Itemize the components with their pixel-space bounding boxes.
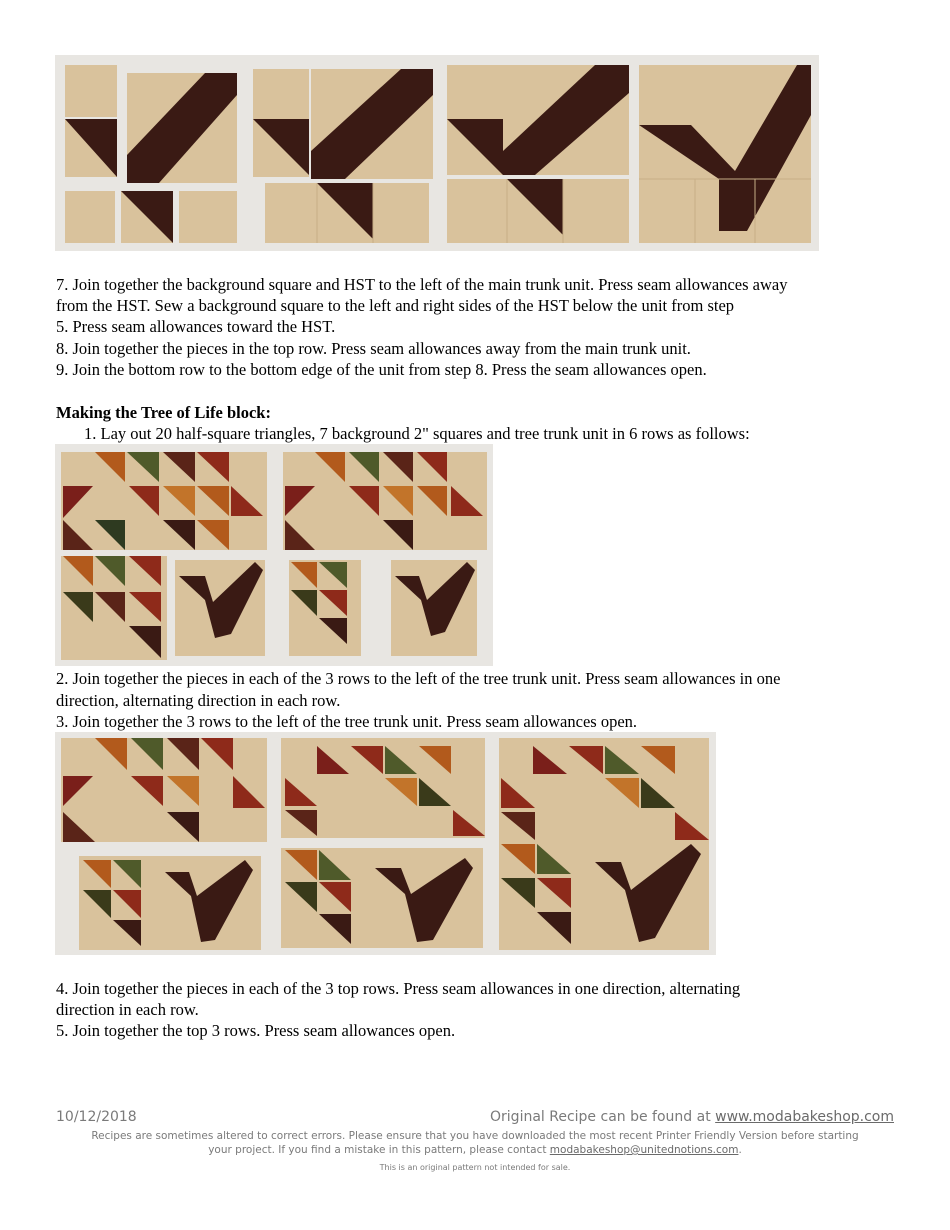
- disclaimer-line-2-prefix: your project. If you find a mistake in this pattern, please contact: [208, 1144, 550, 1156]
- contact-email-link[interactable]: modabakeshop@unitednotions.com: [549, 1144, 739, 1156]
- step-5: 5. Join together the top 3 rows. Press seam allowances open.: [56, 1021, 456, 1040]
- disclaimer-line-2-suffix: .: [738, 1144, 742, 1156]
- rows-joining-photo: [55, 732, 716, 955]
- step-2-line-2: direction, alternating direction in each row.: [56, 691, 341, 710]
- list-item-1: 1. Lay out 20 half-square triangles, 7 background 2" squares and tree trunk unit in 6 rows as follows:: [84, 424, 750, 443]
- footer-disclaimer: [0, 1129, 950, 1157]
- step-7-line-1: 7. Join together the background square and HST to the left of the main trunk unit. Press seam allowances away: [56, 275, 788, 294]
- step-7-line-2: from the HST. Sew a background square to the left and right sides of the HST below the unit from step: [56, 296, 735, 315]
- step-3: 3. Join together the 3 rows to the left of the tree trunk unit. Press seam allowances open.: [56, 712, 638, 731]
- step-7-line-3: 5. Press seam allowances toward the HST.: [56, 317, 336, 336]
- trunk-assembly-photo: [55, 55, 819, 251]
- fine-print: This is an original pattern not intended for sale.: [379, 1163, 571, 1172]
- step-4-line-1: 4. Join together the pieces in each of the 3 top rows. Press seam allowances in one direction, alternating: [56, 979, 741, 998]
- step-4-line-2: direction in each row.: [56, 1000, 199, 1019]
- section-heading: Making the Tree of Life block:: [56, 403, 271, 422]
- rows-joining-illustration: [55, 732, 716, 955]
- trunk-assembly-illustration: [55, 55, 819, 251]
- original-recipe-link[interactable]: www.modabakeshop.com: [715, 1109, 894, 1125]
- footer-original-recipe: [490, 1109, 894, 1125]
- block-layout-photo: [55, 444, 493, 666]
- step-2-line-1: 2. Join together the pieces in each of the 3 rows to the left of the tree trunk unit. Press seam allowances in one: [56, 669, 781, 688]
- disclaimer-line-1: Recipes are sometimes altered to correct errors. Please ensure that you have downloaded the most recent Printer Friendly Version before starting: [91, 1130, 859, 1142]
- footer-date: 10/12/2018: [56, 1109, 137, 1125]
- step-9: 9. Join the bottom row to the bottom edge of the unit from step 8. Press the seam allowances open.: [56, 360, 707, 379]
- disclaimer-line-2: [0, 1143, 950, 1157]
- step-8: 8. Join together the pieces in the top row. Press seam allowances away from the main trunk unit.: [56, 339, 691, 358]
- block-layout-illustration: [55, 444, 493, 666]
- footer-original-prefix: Original Recipe can be found at: [490, 1109, 716, 1125]
